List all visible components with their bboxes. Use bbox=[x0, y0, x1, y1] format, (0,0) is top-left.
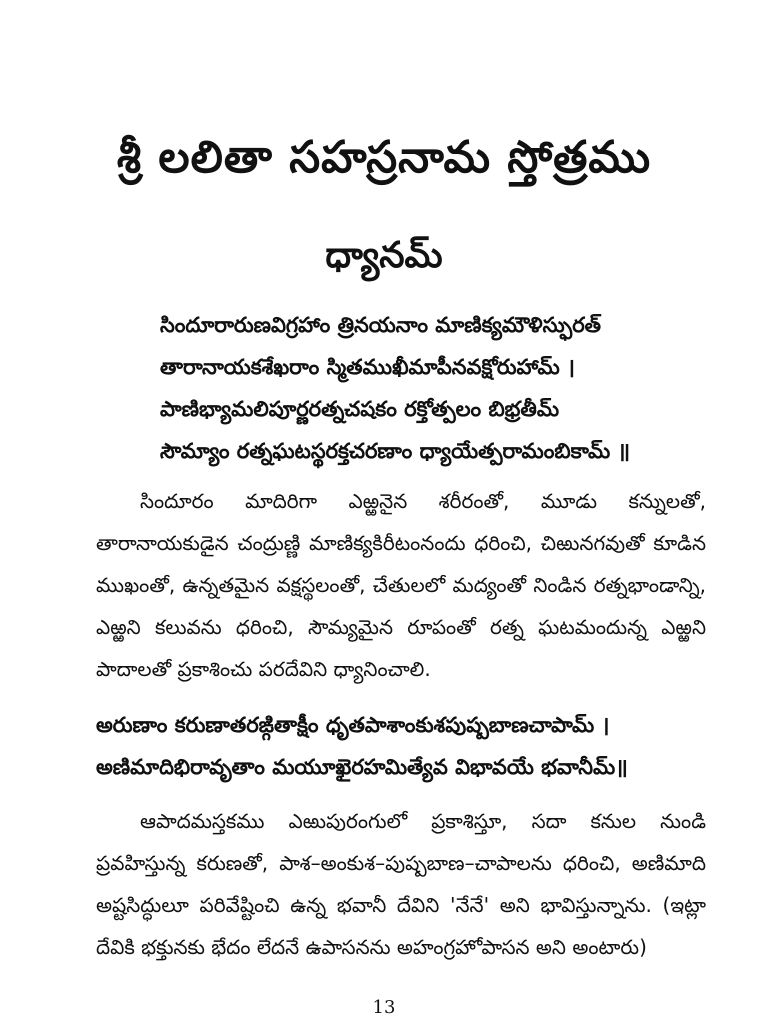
verse-line: సిందూరారుణవిగ్రహాం త్రినయనాం మాణిక్యమౌళిస్ఫురత్ bbox=[160, 313, 601, 337]
section-heading: ధ్యానమ్ bbox=[325, 235, 443, 276]
second-meaning-paragraph bbox=[96, 800, 706, 968]
dhyana-verse bbox=[160, 304, 720, 472]
verse-line: సౌమ్యాం రత్నఘటస్థరక్తచరణాం ధ్యాయేత్పరామంబికామ్ ॥ bbox=[160, 439, 631, 463]
verse-line: పాణిభ్యామలిపూర్ణరత్నచషకం రక్తోత్పలం బిభ్రతీమ్ bbox=[160, 397, 560, 421]
second-verse bbox=[96, 704, 716, 788]
page-title: శ్రీ లలితా సహస్రనామ స్తోత్రము bbox=[116, 132, 652, 183]
verse-line: తారానాయకశేఖరాం స్మితముఖీమాపీనవక్షోరుహామ్ । bbox=[160, 355, 575, 379]
meaning-paragraph bbox=[96, 480, 706, 690]
verse-line: అణిమాదిభిరావృతాం మయూఖైరహమిత్యేవ విభావయే భవానీమ్॥ bbox=[96, 755, 628, 779]
verse-line: అరుణాం కరుణాతరఙ్గితాక్షీం ధృతపాశాంకుశపుష్పబాణచాపామ్ । bbox=[96, 713, 610, 737]
page-number: 13 bbox=[372, 997, 396, 1018]
paragraph-text: ఆపాదమస్తకము ఎఱుపురంగులో ప్రకాశిస్తూ, సదా కనుల నుండి ప్రవహిస్తున్న కరుణతో, పాశ–అంకుశ–పుష్పబాణ–చాపాలను ధరించి, అణిమాది అష్టసిద్ధులూ పరివేష్టించి ఉన్న భవానీ దేవిని 'నేనే' అని భావిస్తున్నాను. (ఇట్లా దేవికి భక్తునకు భేదం లేదనే ఉపాసనను అహంగ్రహోపాసన అని అంటారు) bbox=[96, 809, 706, 959]
paragraph-text: సిందూరం మాదిరిగా ఎఱ్ఱనైన శరీరంతో, మూడు కన్నులతో, తారానాయకుడైన చంద్రుణ్ణి మాణిక్యకిరీటంనందు ధరించి, చిఱునగవుతో కూడిన ముఖంతో, ఉన్నతమైన వక్షస్థలంతో, చేతులలో మద్యంతో నిండిన రత్నభాండాన్ని, ఎఱ్ఱని కలువను ధరించి, సౌమ్యమైన రూపంతో రత్న ఘటమందున్న ఎఱ్ఱని పాదాలతో ప్రకాశించు పరదేవిని ధ్యానించాలి. bbox=[96, 489, 706, 681]
